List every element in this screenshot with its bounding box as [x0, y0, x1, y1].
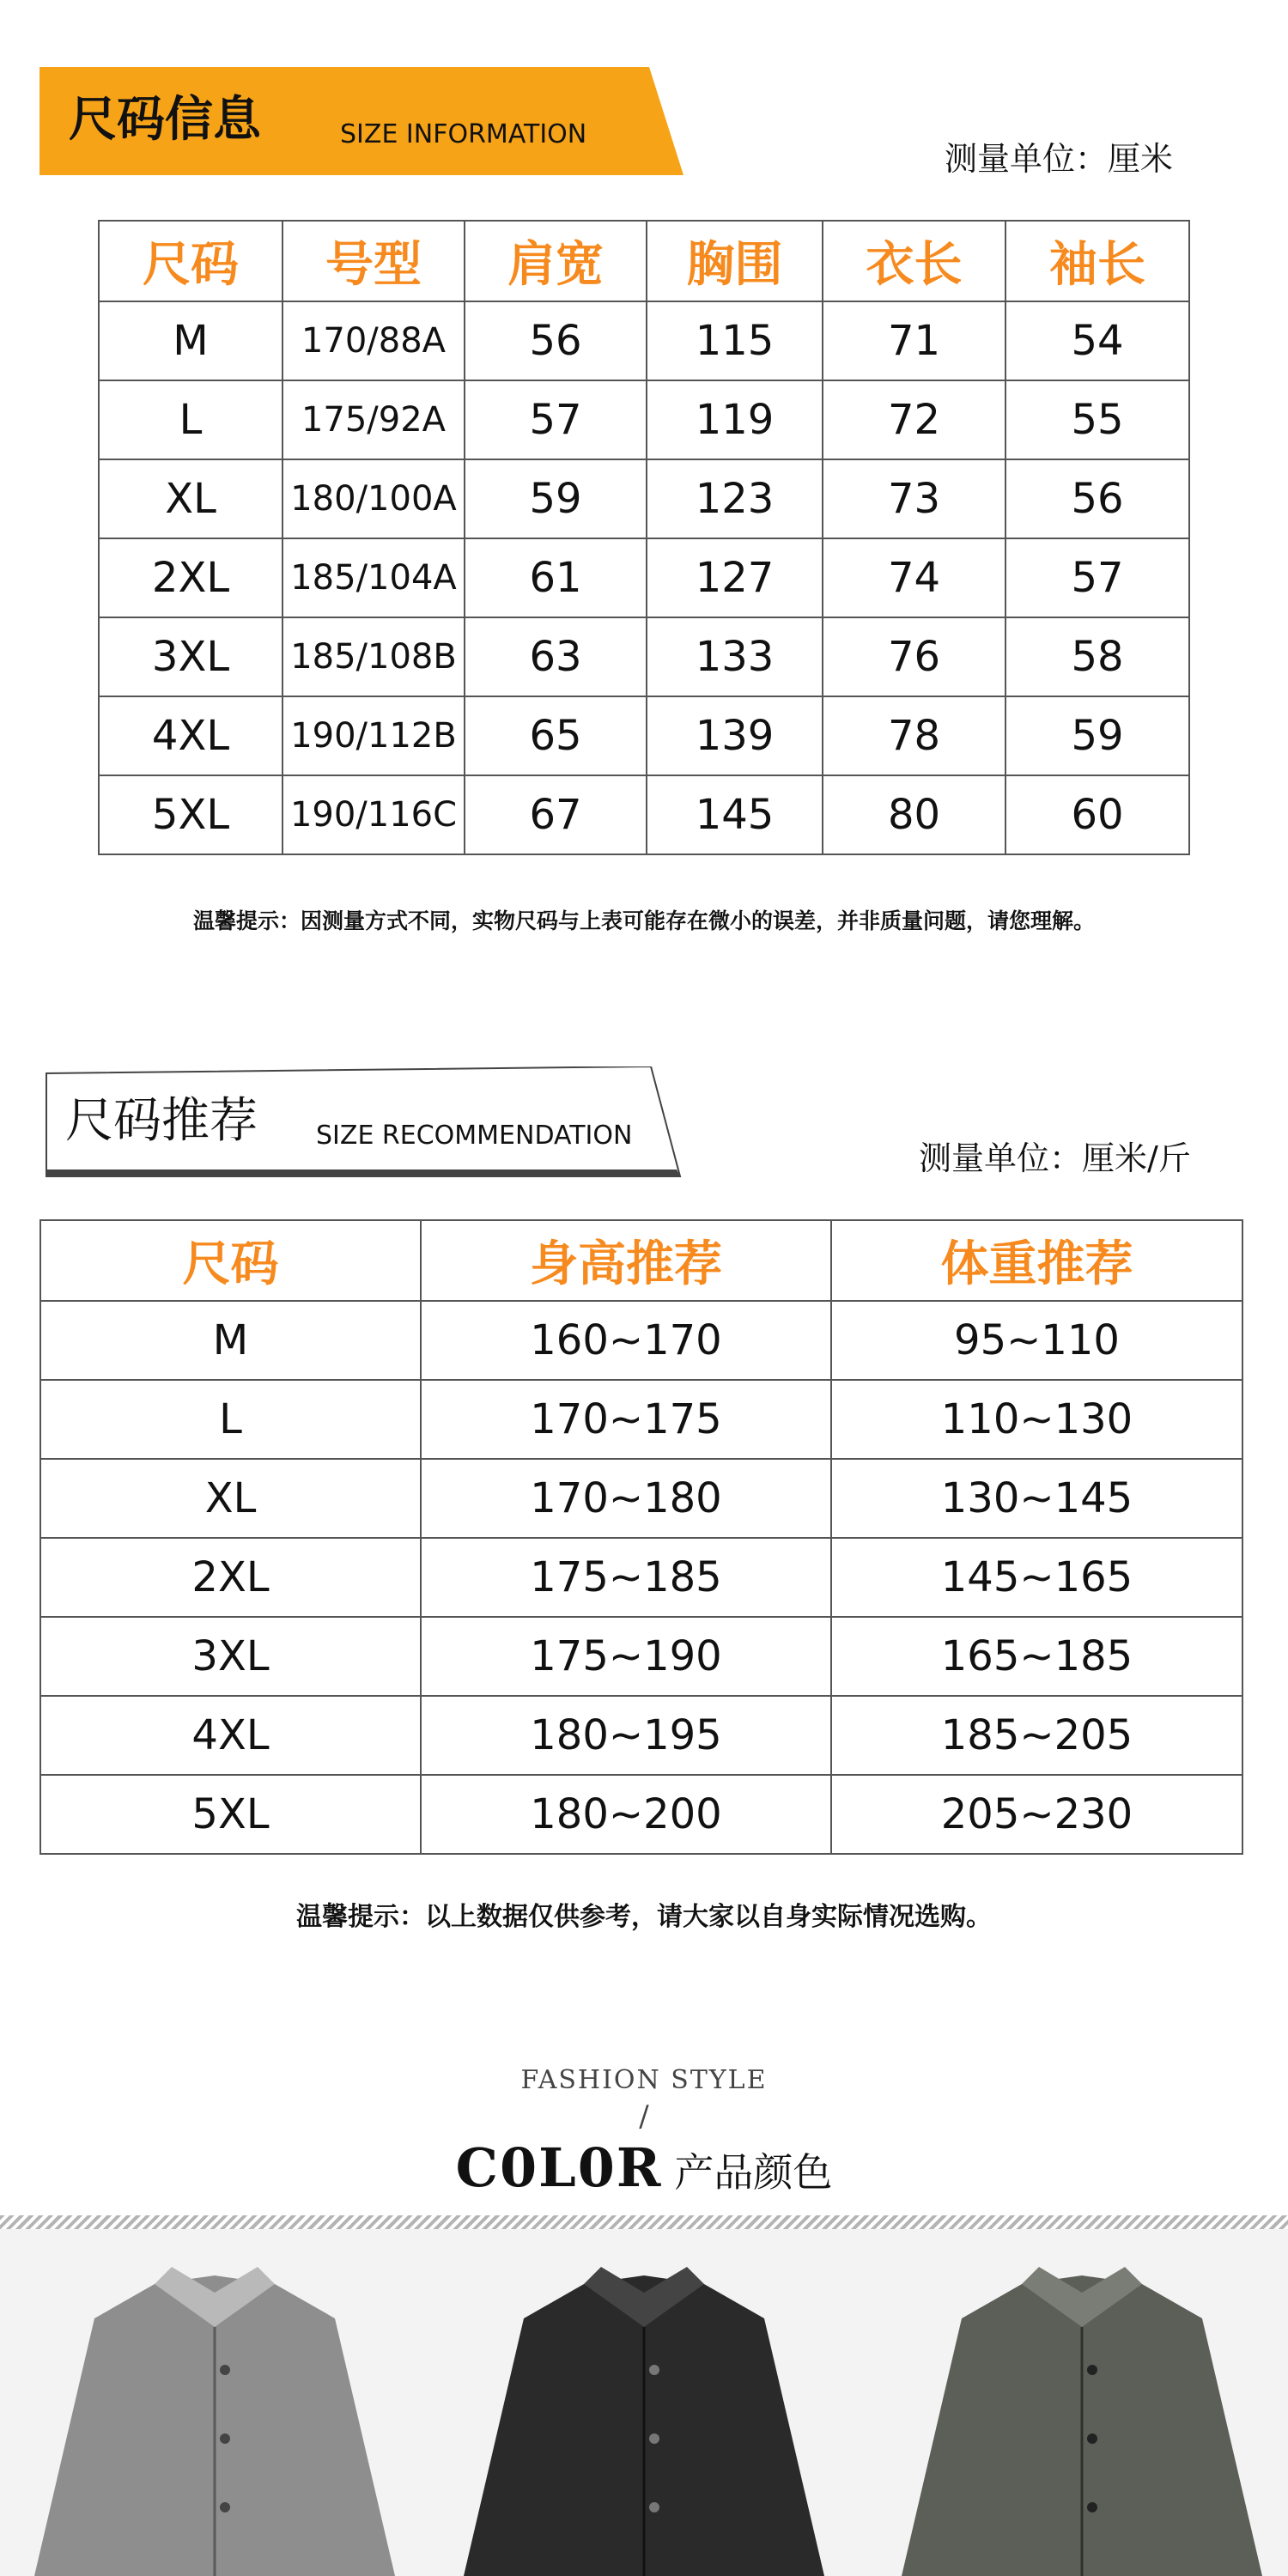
table-row [99, 775, 1189, 854]
cell-size: 2XL [40, 1538, 421, 1617]
table-row [99, 696, 1189, 775]
cell-sleeve: 54 [1005, 301, 1189, 380]
cell-weight: 165~185 [831, 1617, 1242, 1696]
size-rec-unit: 测量单位：厘米/斤 [919, 1139, 1191, 1177]
cell-weight: 130~145 [831, 1459, 1242, 1538]
size-rec-banner [39, 1066, 683, 1178]
stripe-divider [0, 2215, 1288, 2229]
cell-height: 180~195 [421, 1696, 831, 1775]
table-row [40, 1380, 1242, 1459]
cell-weight: 110~130 [831, 1380, 1242, 1459]
table-row [40, 1459, 1242, 1538]
cell-size: XL [40, 1459, 421, 1538]
jacket-grey-image [26, 2267, 404, 2576]
cell-weight: 95~110 [831, 1301, 1242, 1380]
header-size: 尺码 [99, 221, 283, 301]
header-model: 号型 [283, 221, 465, 301]
table-row [99, 459, 1189, 538]
cell-weight: 145~165 [831, 1538, 1242, 1617]
size-info-title-en: SIZE INFORMATION [340, 119, 587, 149]
cell-model: 185/104A [283, 538, 465, 617]
cell-size: L [40, 1380, 421, 1459]
size-rec-title: 尺码推荐 [65, 1093, 258, 1149]
cell-chest: 123 [647, 459, 823, 538]
jacket-black-image [455, 2267, 833, 2576]
cell-size: 5XL [40, 1775, 421, 1854]
header-sleeve: 袖长 [1005, 221, 1189, 301]
header-height: 身高推荐 [421, 1220, 831, 1301]
cell-chest: 145 [647, 775, 823, 854]
cell-size: 4XL [99, 696, 283, 775]
cell-weight: 205~230 [831, 1775, 1242, 1854]
cell-shoulder: 61 [465, 538, 647, 617]
cell-model: 180/100A [283, 459, 465, 538]
cell-sleeve: 57 [1005, 538, 1189, 617]
cell-length: 78 [823, 696, 1005, 775]
cell-sleeve: 59 [1005, 696, 1189, 775]
cell-size: XL [99, 459, 283, 538]
size-info-table [98, 220, 1190, 855]
size-rec-header-row [40, 1220, 1242, 1301]
cell-model: 170/88A [283, 301, 465, 380]
jacket-olive-image [893, 2267, 1271, 2576]
cell-weight: 185~205 [831, 1696, 1242, 1775]
cell-length: 71 [823, 301, 1005, 380]
cell-height: 170~180 [421, 1459, 831, 1538]
header-chest: 胸围 [647, 221, 823, 301]
cell-size: 2XL [99, 538, 283, 617]
cell-size: 3XL [40, 1617, 421, 1696]
cell-size: 3XL [99, 617, 283, 696]
color-title [0, 2136, 1288, 2199]
size-rec-table [39, 1219, 1243, 1855]
cell-height: 175~185 [421, 1538, 831, 1617]
cell-model: 185/108B [283, 617, 465, 696]
cell-size: L [99, 380, 283, 459]
cell-size: M [99, 301, 283, 380]
table-row [99, 538, 1189, 617]
cell-length: 80 [823, 775, 1005, 854]
table-row [40, 1696, 1242, 1775]
table-row [40, 1538, 1242, 1617]
size-info-banner [39, 67, 683, 175]
cell-height: 175~190 [421, 1617, 831, 1696]
size-rec-title-en: SIZE RECOMMENDATION [316, 1121, 633, 1151]
cell-chest: 133 [647, 617, 823, 696]
title-separator: / [639, 2099, 649, 2134]
cell-sleeve: 60 [1005, 775, 1189, 854]
cell-chest: 115 [647, 301, 823, 380]
cell-size: 4XL [40, 1696, 421, 1775]
cell-sleeve: 55 [1005, 380, 1189, 459]
cell-chest: 139 [647, 696, 823, 775]
size-info-header-row [99, 221, 1189, 301]
cell-height: 170~175 [421, 1380, 831, 1459]
cell-length: 76 [823, 617, 1005, 696]
size-info-unit: 测量单位：厘米 [945, 140, 1174, 178]
fashion-style-subtitle: FASHION STYLE [520, 2065, 768, 2095]
cell-height: 180~200 [421, 1775, 831, 1854]
cell-shoulder: 65 [465, 696, 647, 775]
table-row [40, 1301, 1242, 1380]
table-row [99, 301, 1189, 380]
header-size: 尺码 [40, 1220, 421, 1301]
cell-sleeve: 56 [1005, 459, 1189, 538]
header-length: 衣长 [823, 221, 1005, 301]
header-shoulder: 肩宽 [465, 221, 647, 301]
table-row [99, 380, 1189, 459]
size-info-note: 温馨提示：因测量方式不同，实物尺码与上表可能存在微小的误差，并非质量问题，请您理解。 [192, 908, 1095, 933]
table-row [99, 617, 1189, 696]
size-rec-note: 温馨提示：以上数据仅供参考，请大家以自身实际情况选购。 [296, 1902, 992, 1932]
table-row [40, 1775, 1242, 1854]
cell-length: 74 [823, 538, 1005, 617]
cell-length: 72 [823, 380, 1005, 459]
cell-height: 160~170 [421, 1301, 831, 1380]
size-info-title: 尺码信息 [69, 92, 261, 148]
cell-shoulder: 57 [465, 380, 647, 459]
cell-shoulder: 67 [465, 775, 647, 854]
header-weight: 体重推荐 [831, 1220, 1242, 1301]
cell-model: 190/112B [283, 696, 465, 775]
color-title-cn: 产品颜色 [674, 2149, 833, 2196]
cell-size: M [40, 1301, 421, 1380]
cell-shoulder: 59 [465, 459, 647, 538]
table-row [40, 1617, 1242, 1696]
cell-sleeve: 58 [1005, 617, 1189, 696]
cell-length: 73 [823, 459, 1005, 538]
cell-model: 175/92A [283, 380, 465, 459]
color-title-en: C0L0R [455, 2136, 663, 2199]
cell-shoulder: 56 [465, 301, 647, 380]
cell-model: 190/116C [283, 775, 465, 854]
cell-chest: 127 [647, 538, 823, 617]
cell-chest: 119 [647, 380, 823, 459]
cell-size: 5XL [99, 775, 283, 854]
cell-shoulder: 63 [465, 617, 647, 696]
